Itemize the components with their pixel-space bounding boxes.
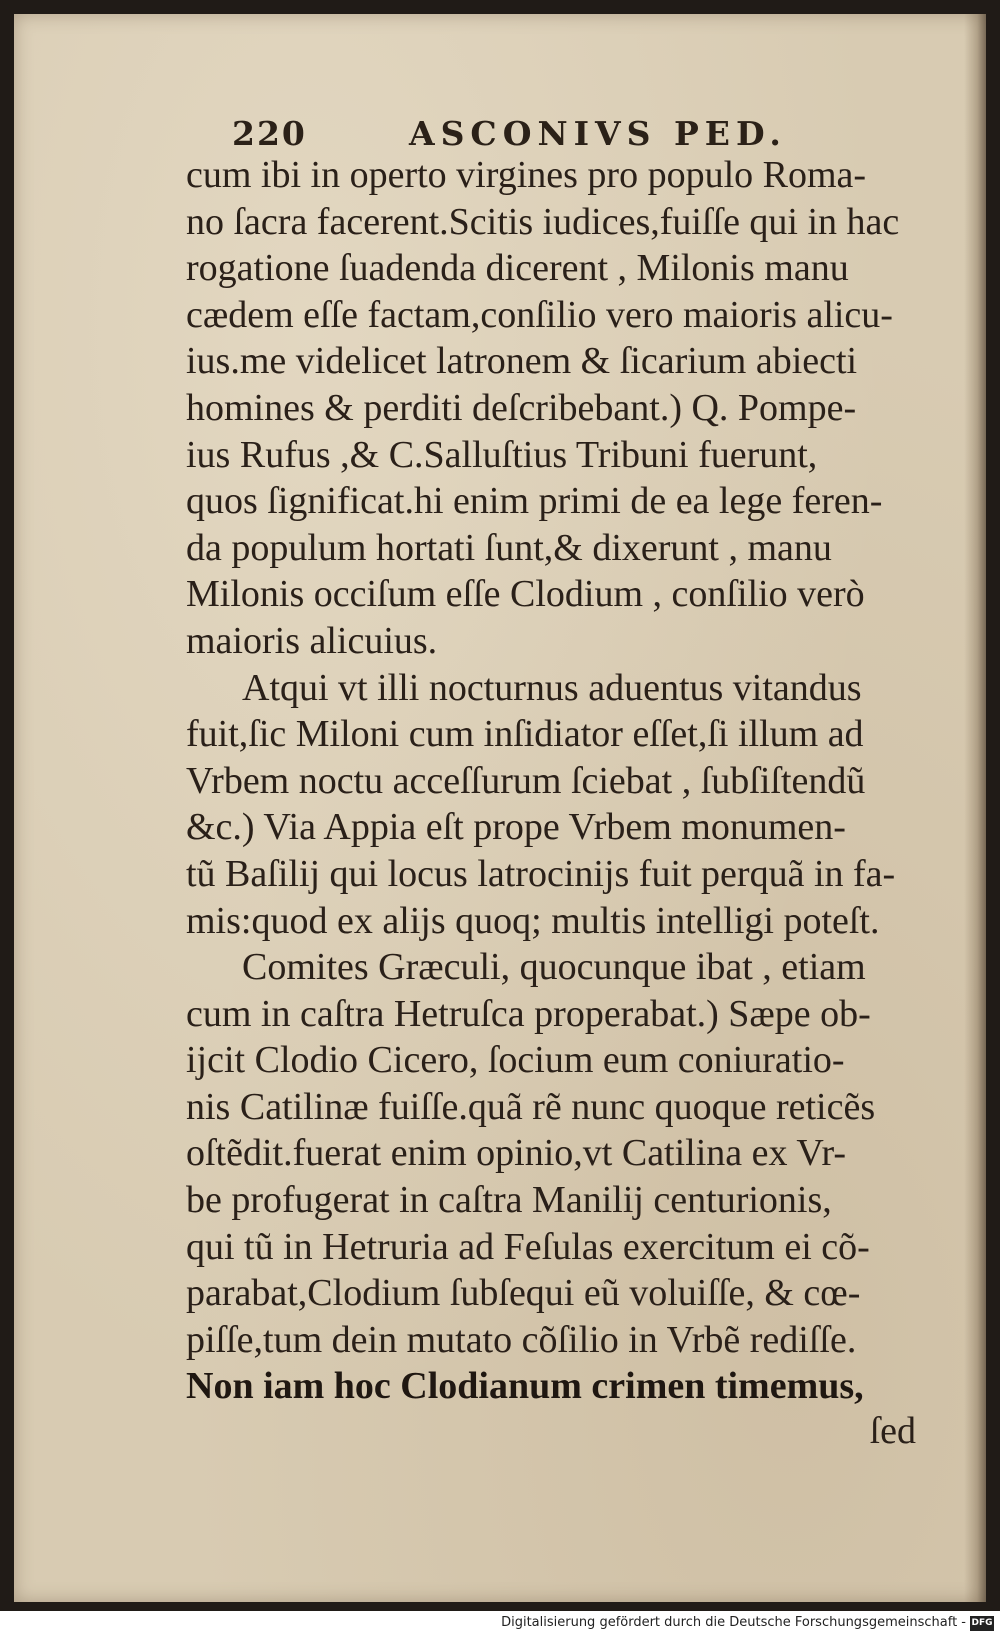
text-line: tũ Baſilij qui locus latrocinijs fuit perquã in fa-: [186, 852, 896, 895]
text-line: quos ſignificat.hi enim primi de ea lege feren-: [186, 480, 883, 523]
text-line: rogatione ſuadenda dicerent , Milonis manu: [186, 247, 849, 290]
text-line: qui tũ in Hetruria ad Feſulas exercitum ei cõ-: [186, 1225, 870, 1268]
text-line: homines & perditi deſcribebant.) Q. Pompe-: [186, 386, 857, 429]
text-line: cum ibi in operto virgines pro populo Roma-: [186, 154, 867, 196]
body-text: [186, 152, 938, 1410]
text-line: be profugerat in caſtra Manilij centurionis,: [186, 1179, 832, 1222]
text-line: mis:quod ex alijs quoq; multis intelligi poteſt.: [186, 899, 880, 942]
text-line: ius Rufus ,& C.Salluſtius Tribuni fuerunt,: [186, 433, 818, 476]
page-edge-shadow: [964, 14, 986, 1602]
text-line: oſtẽdit.fuerat enim opinio,vt Catilina ex Vr-: [186, 1132, 847, 1175]
text-line: da populum hortati ſunt,& dixerunt , manu: [186, 526, 832, 569]
book-page: [14, 14, 986, 1602]
text-line: no ſacra facerent.Scitis iudices,fuiſſe qui in hac: [186, 200, 900, 243]
text-line: fuit,ſic Miloni cum inſidiator eſſet,ſi illum ad: [186, 713, 864, 756]
text-line: Milonis occiſum eſſe Clodium , conſilio verò: [186, 573, 865, 616]
page-number: 220: [232, 114, 307, 153]
text-line: Vrbem noctu acceſſurum ſciebat , ſubſiſtendũ: [186, 759, 866, 802]
digitization-footer: [0, 1611, 1000, 1637]
running-head: ASCONIVS PED.: [409, 114, 787, 153]
text-line: ijcit Clodio Cicero, ſocium eum coniuratio-: [186, 1039, 845, 1082]
dfg-logo-icon: DFG: [970, 1616, 994, 1631]
page-header: [14, 114, 986, 154]
paragraph-start-line: Comites Græculi, quocunque ibat , etiam: [242, 946, 866, 989]
text-line: ius.me videlicet latronem & ſicarium abiecti: [186, 340, 858, 383]
text-line: cædem eſſe factam,conſilio vero maioris alicu-: [186, 293, 893, 336]
text-line: piſſe,tum dein mutato cõſilio in Vrbẽ rediſſe.: [186, 1318, 857, 1361]
text-line: &c.) Via Appia eſt prope Vrbem monumen-: [186, 806, 846, 849]
text-line: nis Catilinæ fuiſſe.quã rẽ nunc quoque reticẽs: [186, 1085, 876, 1128]
text-line: cum in caſtra Hetruſca properabat.) Sæpe ob-: [186, 992, 871, 1035]
lemma-line: Non iam hoc Clodianum crimen timemus,: [186, 1365, 864, 1408]
funding-credit: Digitalisierung gefördert durch die Deutsche Forschungsgemeinschaft -: [501, 1615, 966, 1630]
paragraph-start-line: Atqui vt illi nocturnus aduentus vitandus: [242, 666, 862, 709]
text-line: parabat,Clodium ſubſequi eũ voluiſſe, & cœ-: [186, 1272, 861, 1315]
catchword: ſed: [869, 1410, 916, 1452]
text-line: maioris alicuius.: [186, 619, 438, 662]
